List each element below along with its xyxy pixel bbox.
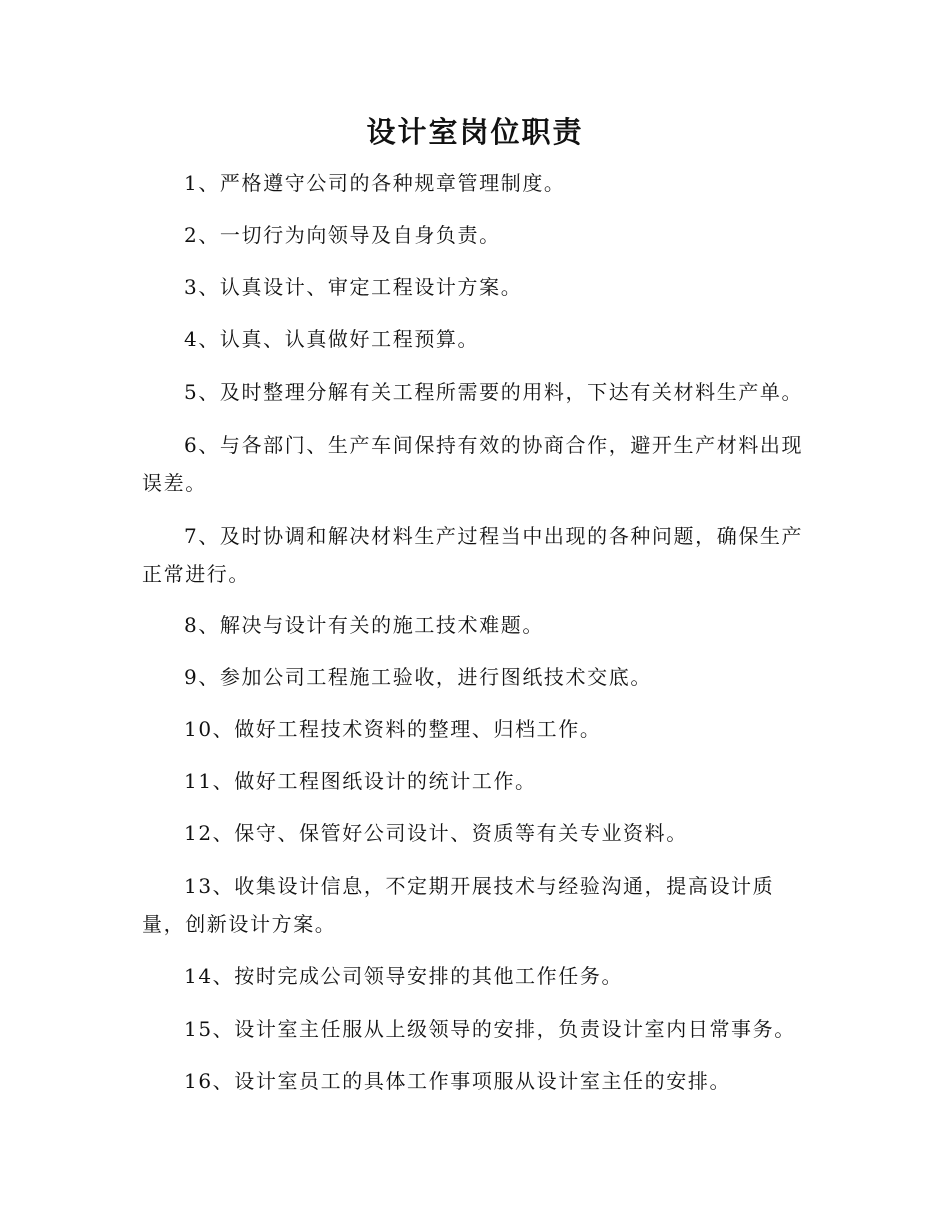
duty-item-2: 2、一切行为向领导及自身负责。: [184, 223, 501, 247]
duty-item-5: 5、及时整理分解有关工程所需要的用料，下达有关材料生产单。: [184, 380, 804, 404]
duty-item-16: 16、设计室员工的具体工作事项服从设计室主任的安排。: [184, 1069, 732, 1093]
duty-item-4: 4、认真、认真做好工程预算。: [184, 327, 480, 351]
duty-item-6: 6、与各部门、生产车间保持有效的协商合作，避开生产材料出现误差。: [142, 433, 804, 495]
duty-item-8: 8、解决与设计有关的施工技术难题。: [184, 613, 544, 637]
duty-item-9: 9、参加公司工程施工验收，进行图纸技术交底。: [184, 665, 652, 689]
duty-item-1: 1、严格遵守公司的各种规章管理制度。: [184, 171, 566, 195]
duty-item-15: 15、设计室主任服从上级领导的安排，负责设计室内日常事务。: [184, 1017, 796, 1041]
duty-item-7: 7、及时协调和解决材料生产过程当中出现的各种问题，确保生产正常进行。: [142, 524, 804, 586]
duty-item-13: 13、收集设计信息，不定期开展技术与经验沟通，提高设计质量，创新设计方案。: [142, 874, 775, 936]
document-title: 设计室岗位职责: [366, 115, 584, 149]
duty-item-14: 14、按时完成公司领导安排的其他工作任务。: [184, 964, 624, 988]
duty-item-11: 11、做好工程图纸设计的统计工作。: [184, 769, 537, 793]
duty-item-10: 10、做好工程技术资料的整理、归档工作。: [184, 717, 602, 741]
duty-item-12: 12、保守、保管好公司设计、资质等有关专业资料。: [184, 821, 688, 845]
duty-item-3: 3、认真设计、审定工程设计方案。: [184, 275, 523, 299]
